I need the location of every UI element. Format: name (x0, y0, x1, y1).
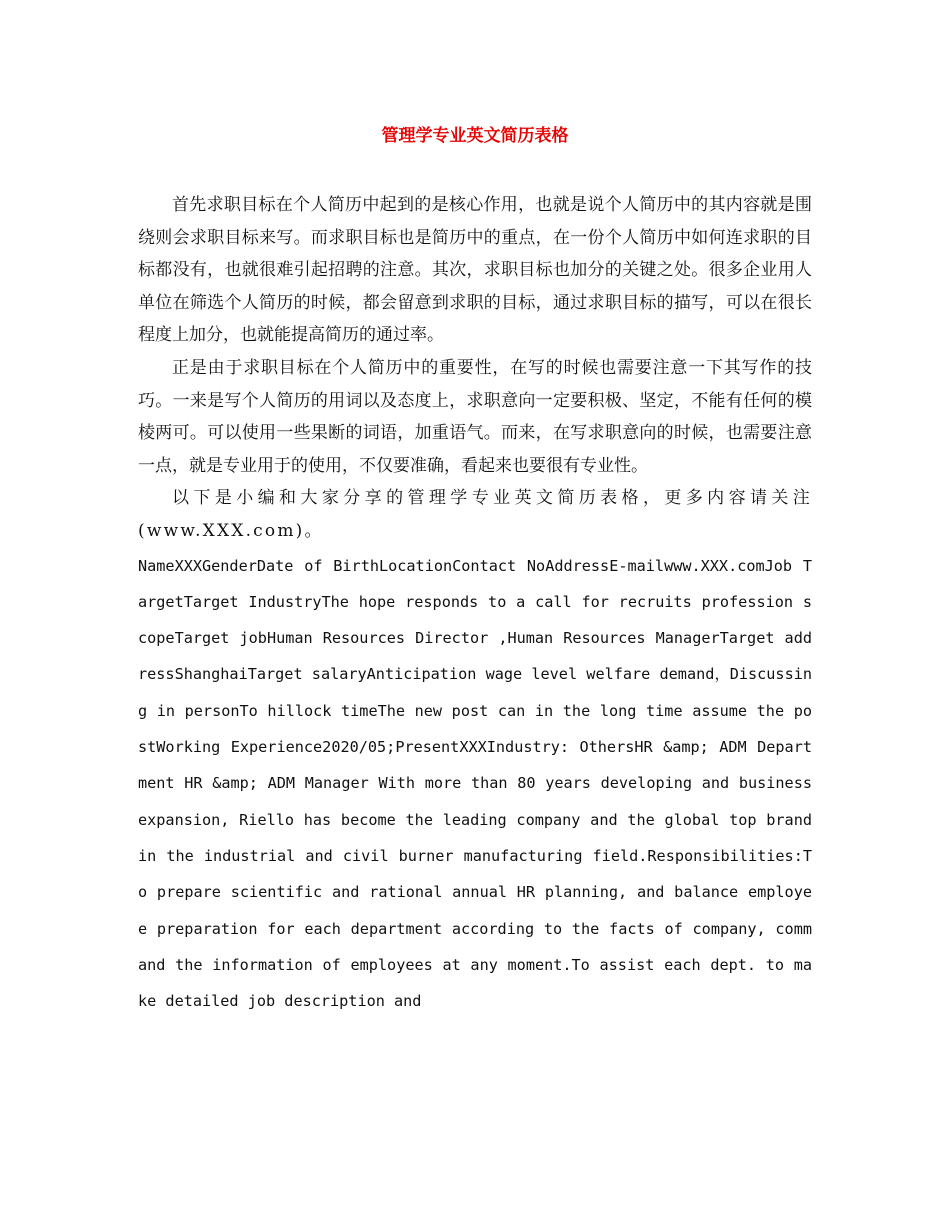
document-body (138, 189, 812, 1019)
resume-text-block: NameXXXGenderDate of BirthLocationContact NoAddressE-mailwww.XXX.comJob TargetTarget IndustryThe hope responds to a call for recruits profession scopeTarget jobHuman Resources Director ,Human Resources ManagerTarget addressShanghaiTarget salaryAnticipation wage level welfare demand，Discussing in personTo hillock timeThe new post can in the long time assume the postWorking Experience2020/05;PresentXXXIndustry: OthersHR &amp; ADM Department HR &amp; ADM Manager With more than 80 years developing and business expansion, Riello has become the leading company and the global top brand in the industrial and civil burner manufacturing field.Responsibilities:To prepare scientific and rational annual HR planning, and balance employee preparation for each department according to the facts of company, command the information of employees at any moment.To assist each dept. to make detailed job description and (138, 556, 812, 1011)
paragraph-job-objective-importance: 首先求职目标在个人简历中起到的是核心作用，也就是说个人简历中的其内容就是围绕则会求职目标来写。而求职目标也是简历中的重点，在一份个人简历中如何连求职的目标都没有，也就很难引起招聘的注意。其次，求职目标也加分的关键之处。很多企业用人单位在筛选个人简历的时候，都会留意到求职的目标，通过求职目标的描写，可以在很长程度上加分，也就能提高简历的通过率。 (138, 195, 812, 346)
document-title: 管理学专业英文简历表格 (381, 126, 569, 146)
paragraph-intro: 以下是小编和大家分享的管理学专业英文简历表格，更多内容请关注(www.XXX.com)。 (138, 488, 812, 541)
paragraph-writing-tips: 正是由于求职目标在个人简历中的重要性，在写的时候也需要注意一下其写作的技巧。一来是写个人简历的用词以及态度上，求职意向一定要积极、坚定，不能有任何的模棱两可。可以使用一些果断的词语，加重语气。而来，在写求职意向的时候，也需要注意一点，就是专业用于的使用，不仅要准确，看起来也要很有专业性。 (138, 357, 812, 476)
